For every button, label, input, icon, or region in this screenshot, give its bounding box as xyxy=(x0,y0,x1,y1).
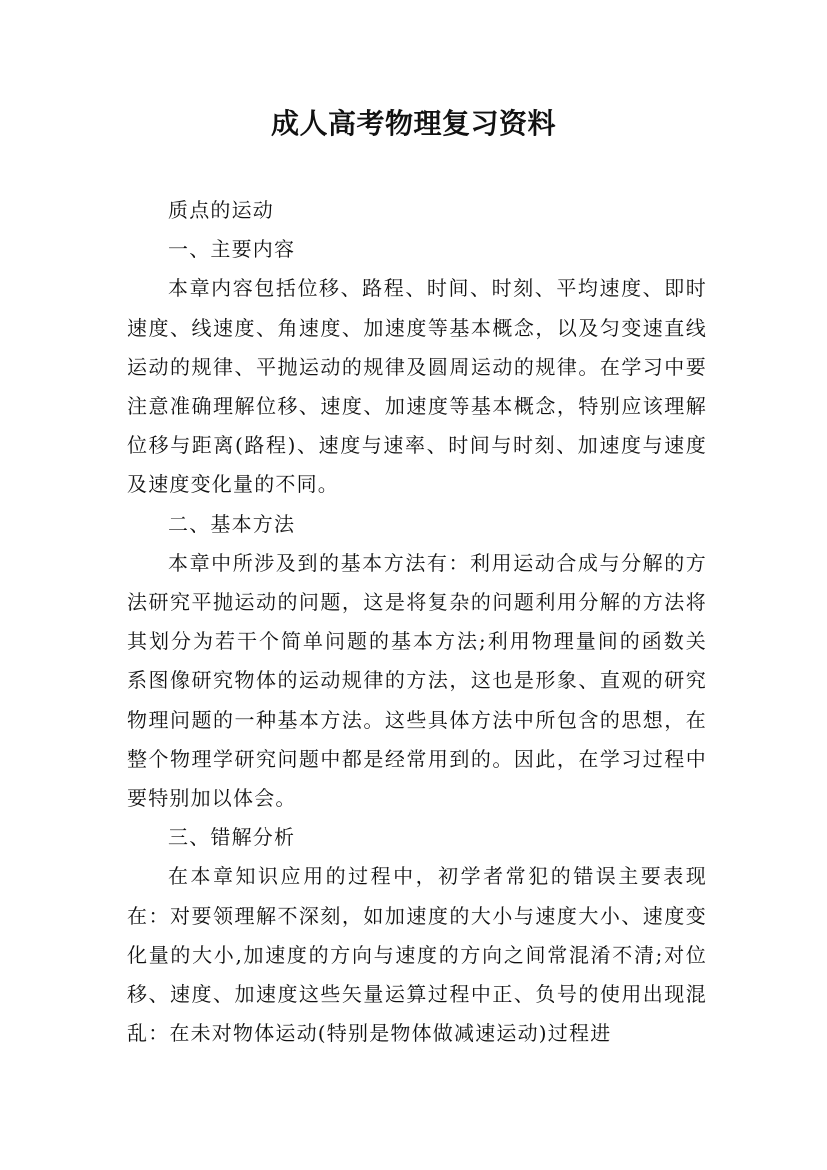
body-paragraph: 在本章知识应用的过程中，初学者常犯的错误主要表现在：对要领理解不深刻，如加速度的大小与速度大小、速度变化量的大小,加速度的方向与速度的方向之间常混淆不清;对位移、速度、加速度这些矢量运算过程中正、负号的使用出现混乱：在未对物体运动(特别是物体做减速运动)过程进 xyxy=(127,864,707,1046)
document-title: 成人高考物理复习资料 xyxy=(270,107,556,140)
document-body xyxy=(127,191,707,1053)
subsection-heading: 一、主要内容 xyxy=(168,237,296,262)
section-heading: 质点的运动 xyxy=(168,198,274,222)
subsection-heading: 三、错解分析 xyxy=(168,825,296,850)
body-paragraph: 本章中所涉及到的基本方法有：利用运动合成与分解的方法研究平抛运动的问题，这是将复杂的问题利用分解的方法将其划分为若干个简单问题的基本方法;利用物理量间的函数关系图像研究物体的运动规律的方法，这也是形象、直观的研究物理问题的一种基本方法。这些具体方法中所包含的思想，在整个物理学研究问题中都是经常用到的。因此，在学习过程中要特别加以体会。 xyxy=(127,550,707,811)
subsection-heading: 二、基本方法 xyxy=(168,511,296,536)
body-paragraph: 本章内容包括位移、路程、时间、时刻、平均速度、即时速度、线速度、角速度、加速度等基本概念，以及匀变速直线运动的规律、平抛运动的规律及圆周运动的规律。在学习中要注意准确理解位移、速度、加速度等基本概念，特别应该理解位移与距离(路程)、速度与速率、时间与时刻、加速度与速度及速度变化量的不同。 xyxy=(127,276,707,497)
